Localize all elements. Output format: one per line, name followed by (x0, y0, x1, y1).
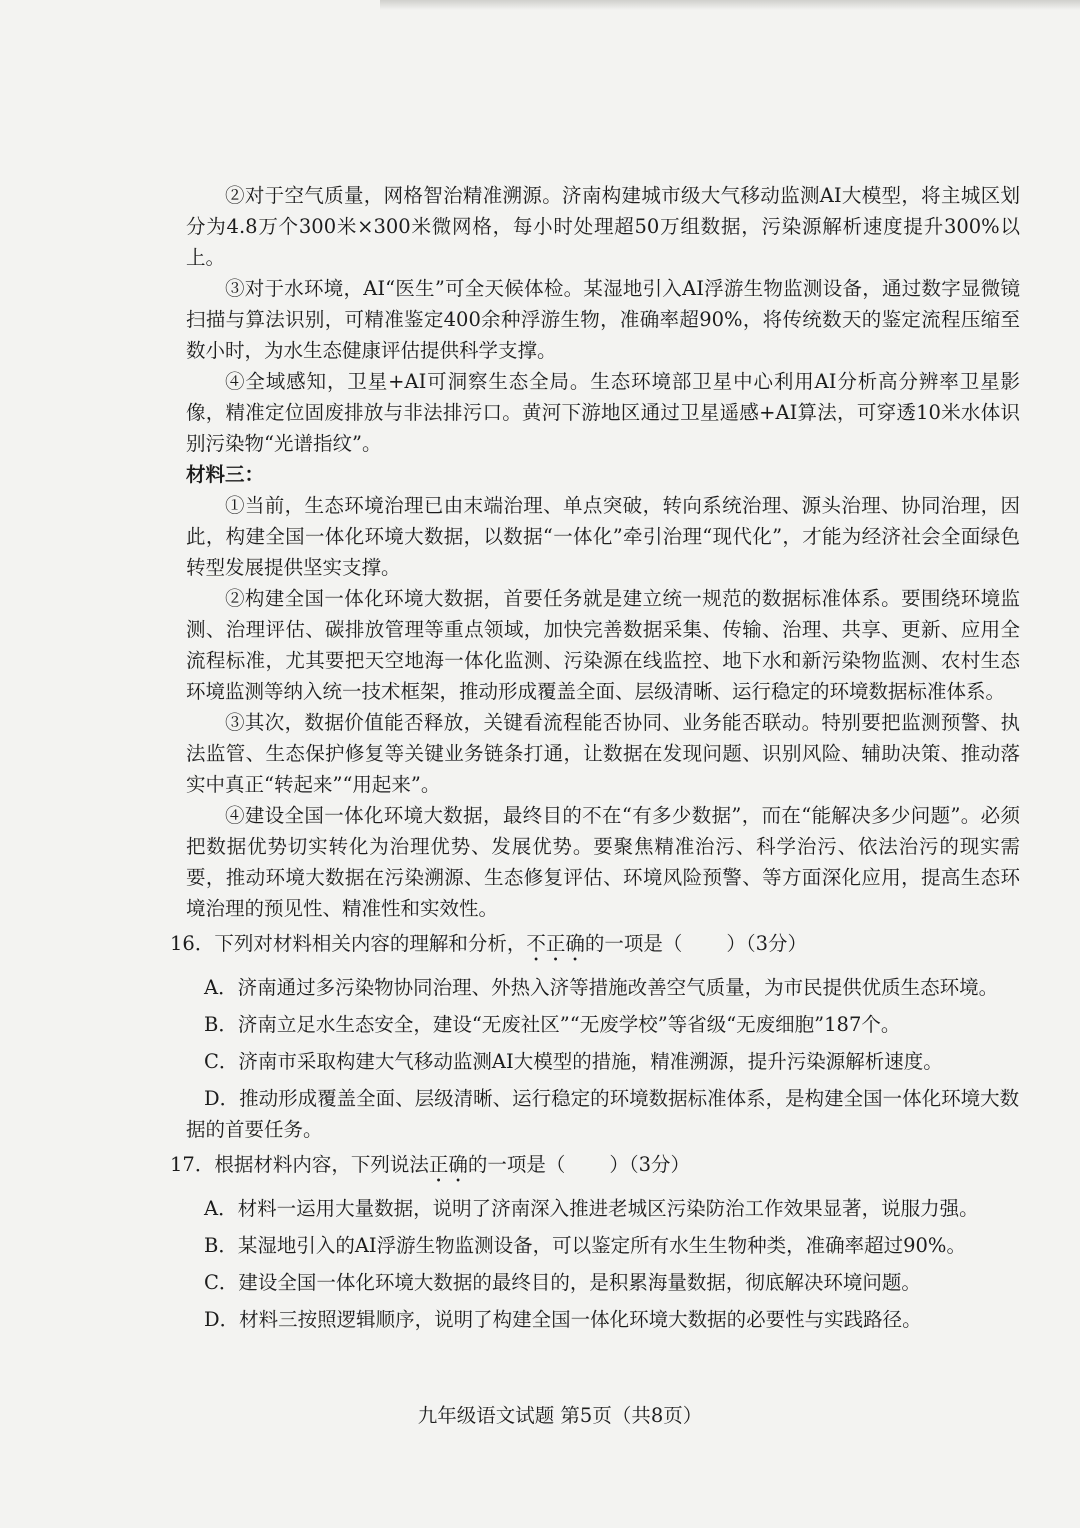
q16-option-c: C．济南市采取构建大气移动监测AI大模型的措施，精准溯源，提升污染源解析速度。 (204, 1050, 943, 1073)
question-16-score: ）（3分） (726, 932, 808, 955)
page-footer: 九年级语文试题 第5页（共8页） (417, 1404, 703, 1427)
material3-heading: 材料三： (186, 463, 265, 486)
q16-option-b: B．济南立足水生态安全，建设“无废社区”“无废学校”等省级“无废细胞”187个。 (204, 1013, 901, 1036)
question-17-prefix: 17．根据材料内容，下列说法 (170, 1153, 429, 1176)
question-17-suffix: 的一项是（ (467, 1153, 566, 1176)
scan-edge (380, 0, 1080, 10)
question-17-emphasis: 正确 (428, 1153, 468, 1176)
question-16-suffix: 的一项是（ (584, 932, 683, 955)
q17-option-a: A．材料一运用大量数据，说明了济南深入推进老城区污染防治工作效果显著，说服力强。 (204, 1197, 979, 1220)
material3-paragraph-3: ③其次，数据价值能否释放，关键看流程能否协同、业务能否联动。特别要把监测预警、执法监管、生态保护修复等关键业务链条打通，让数据在发现问题、识别风险、辅助决策、推动落实中真正“转起来”“用起来”。 (186, 711, 1020, 796)
q17-option-b: B．某湿地引入的AI浮游生物监测设备，可以鉴定所有水生生物种类，准确率超过90%。 (204, 1234, 966, 1257)
question-16 (170, 928, 1020, 966)
material2-paragraph-4: ④全域感知，卫星+AI可洞察生态全局。生态环境部卫星中心利用AI分析高分辨率卫星影像，精准定位固废排放与非法排污口。黄河下游地区通过卫星遥感+AI算法，可穿透10米水体识别污染物“光谱指纹”。 (186, 370, 1020, 455)
material3-paragraph-4: ④建设全国一体化环境大数据，最终目的不在“有多少数据”，而在“能解决多少问题”。必须把数据优势切实转化为治理优势、发展优势。要聚焦精准治污、科学治污、依法治污的现实需要，推动环境大数据在污染溯源、生态修复评估、环境风险预警、等方面深化应用，提高生态环境治理的预见性、精准性和实效性。 (186, 804, 1020, 920)
question-17 (170, 1149, 1020, 1187)
material3-paragraph-1: ①当前，生态环境治理已由末端治理、单点突破，转向系统治理、源头治理、协同治理，因此，构建全国一体化环境大数据，以数据“一体化”牵引治理“现代化”，才能为经济社会全面绿色转型发展提供坚实支撑。 (186, 494, 1020, 579)
question-16-prefix: 16．下列对材料相关内容的理解和分析， (170, 932, 527, 955)
q16-option-d: D．推动形成覆盖全面、层级清晰、运行稳定的环境数据标准体系，是构建全国一体化环境大数据的首要任务。 (186, 1087, 1020, 1141)
q16-option-a: A．济南通过多污染物协同治理、外热入济等措施改善空气质量，为市民提供优质生态环境。 (204, 976, 999, 999)
question-17-score: ）（3分） (609, 1153, 691, 1176)
question-16-emphasis: 不正确 (526, 932, 585, 955)
material2-paragraph-3: ③对于水环境，AI“医生”可全天候体检。某湿地引入AI浮游生物监测设备，通过数字显微镜扫描与算法识别，可精准鉴定400余种浮游生物，准确率超90%，将传统数天的鉴定流程压缩至数小时，为水生态健康评估提供科学支撑。 (186, 277, 1020, 362)
material2-paragraph-2: ②对于空气质量，网格智治精准溯源。济南构建城市级大气移动监测AI大模型，将主城区划分为4.8万个300米×300米微网格，每小时处理超50万组数据，污染源解析速度提升300%以上。 (186, 184, 1020, 269)
q17-option-d: D．材料三按照逻辑顺序，说明了构建全国一体化环境大数据的必要性与实践路径。 (204, 1308, 922, 1331)
q17-option-c: C．建设全国一体化环境大数据的最终目的，是积累海量数据，彻底解决环境问题。 (204, 1271, 921, 1294)
material3-paragraph-2: ②构建全国一体化环境大数据，首要任务就是建立统一规范的数据标准体系。要围绕环境监测、治理评估、碳排放管理等重点领域，加快完善数据采集、传输、治理、共享、更新、应用全流程标准，尤其要把天空地海一体化监测、污染源在线监控、地下水和新污染物监测、农村生态环境监测等纳入统一技术框架，推动形成覆盖全面、层级清晰、运行稳定的环境数据标准体系。 (186, 587, 1020, 703)
